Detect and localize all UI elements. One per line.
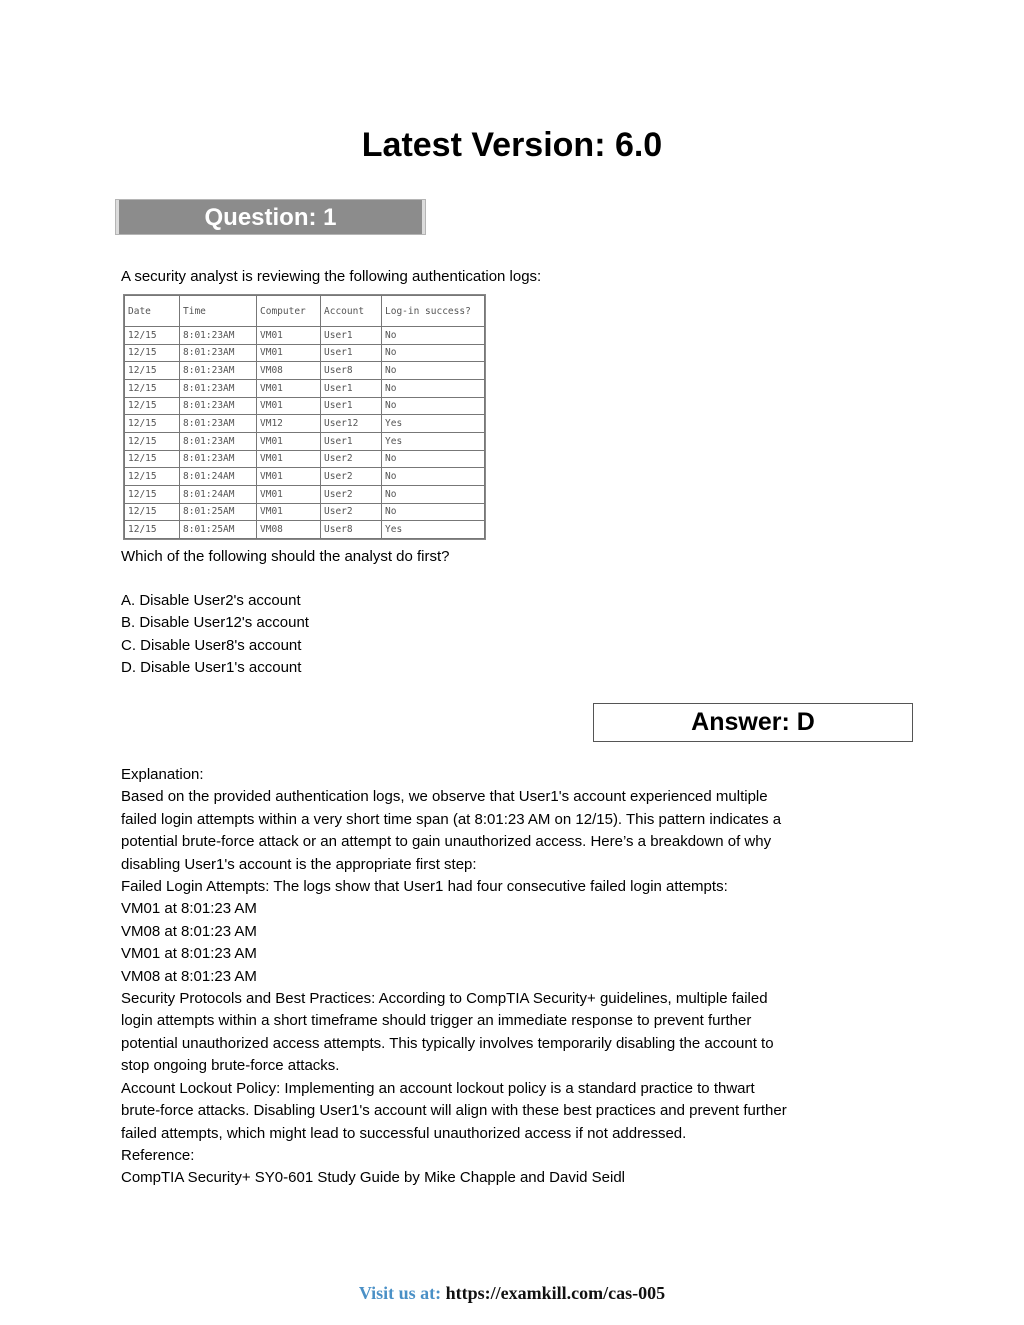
auth-log-row: [125, 450, 485, 468]
auth-log-row: [125, 415, 485, 433]
cell-time: 8:01:24AM: [180, 485, 257, 503]
cell-time: 8:01:23AM: [180, 379, 257, 397]
cell-account: User1: [321, 379, 382, 397]
cell-account: User1: [321, 327, 382, 345]
auth-log-row: [125, 344, 485, 362]
question-prompt: Which of the following should the analyst do first?: [121, 548, 450, 565]
auth-log-row: [125, 379, 485, 397]
cell-date: 12/15: [125, 503, 180, 521]
cell-login-success: No: [382, 344, 485, 362]
cell-computer: VM01: [257, 379, 321, 397]
cell-date: 12/15: [125, 344, 180, 362]
explanation-line: login attempts within a short timeframe should trigger an immediate response to prevent further: [121, 1012, 752, 1030]
cell-login-success: No: [382, 397, 485, 415]
col-login-success-header: Log-in success?: [382, 296, 485, 327]
cell-account: User2: [321, 485, 382, 503]
cell-account: User2: [321, 450, 382, 468]
col-date-header: Date: [125, 296, 180, 327]
auth-log-row: [125, 432, 485, 450]
cell-date: 12/15: [125, 432, 180, 450]
cell-login-success: No: [382, 327, 485, 345]
cell-account: User1: [321, 432, 382, 450]
explanation-line: VM08 at 8:01:23 AM: [121, 967, 257, 985]
cell-login-success: No: [382, 379, 485, 397]
explanation-line: VM01 at 8:01:23 AM: [121, 900, 257, 918]
explanation-line: Reference:: [121, 1146, 195, 1164]
explanation-line: VM01 at 8:01:23 AM: [121, 945, 257, 963]
page-title: Latest Version: 6.0: [361, 126, 663, 164]
cell-time: 8:01:23AM: [180, 415, 257, 433]
cell-account: User2: [321, 503, 382, 521]
auth-log-row: [125, 468, 485, 486]
option-a: A. Disable User2's account: [121, 592, 301, 609]
auth-log-row: [125, 521, 485, 539]
explanation-line: brute-force attacks. Disabling User1's account will align with these best practices and prevent further: [121, 1102, 787, 1120]
cell-date: 12/15: [125, 397, 180, 415]
auth-log-row: [125, 362, 485, 380]
cell-computer: VM01: [257, 344, 321, 362]
explanation-line: failed login attempts within a very short time span (at 8:01:23 AM on 12/15). This pattern indicates a: [121, 810, 782, 828]
cell-date: 12/15: [125, 468, 180, 486]
cell-computer: VM01: [257, 397, 321, 415]
explanation-line: Based on the provided authentication logs, we observe that User1's account experienced multiple: [121, 788, 768, 806]
col-computer-header: Computer: [257, 296, 321, 327]
cell-time: 8:01:24AM: [180, 468, 257, 486]
cell-date: 12/15: [125, 415, 180, 433]
auth-log-row: [125, 485, 485, 503]
cell-computer: VM01: [257, 432, 321, 450]
cell-computer: VM01: [257, 503, 321, 521]
cell-login-success: Yes: [382, 521, 485, 539]
col-account-header: Account: [321, 296, 382, 327]
cell-time: 8:01:23AM: [180, 327, 257, 345]
cell-computer: VM01: [257, 468, 321, 486]
cell-computer: VM01: [257, 327, 321, 345]
explanation-block: [121, 764, 891, 1190]
cell-computer: VM01: [257, 485, 321, 503]
explanation-line: disabling User1's account is the appropriate first step:: [121, 855, 477, 873]
cell-time: 8:01:25AM: [180, 503, 257, 521]
cell-time: 8:01:23AM: [180, 344, 257, 362]
option-b: B. Disable User12's account: [121, 614, 309, 632]
cell-login-success: No: [382, 503, 485, 521]
answer-box: [593, 703, 913, 742]
cell-account: User1: [321, 397, 382, 415]
cell-account: User12: [321, 415, 382, 433]
explanation-line: Failed Login Attempts: The logs show that User1 had four consecutive failed login attempts:: [121, 878, 728, 896]
explanation-line: Account Lockout Policy: Implementing an account lockout policy is a standard practice to thwart: [121, 1079, 755, 1097]
cell-date: 12/15: [125, 362, 180, 380]
cell-account: User8: [321, 521, 382, 539]
explanation-line: potential brute-force attack or an attempt to gain unauthorized access. Here’s a breakdown of why: [121, 833, 772, 851]
cell-date: 12/15: [125, 379, 180, 397]
cell-login-success: No: [382, 362, 485, 380]
cell-account: User2: [321, 468, 382, 486]
cell-login-success: No: [382, 485, 485, 503]
cell-time: 8:01:23AM: [180, 397, 257, 415]
cell-login-success: No: [382, 450, 485, 468]
answer-options: [121, 590, 309, 680]
footer-url[interactable]: https://examkill.com/cas-005: [445, 1283, 666, 1303]
cell-login-success: No: [382, 468, 485, 486]
option-c: C. Disable User8's account: [121, 636, 302, 654]
explanation-line: failed attempts, which might lead to successful unauthorized access if not addressed.: [121, 1124, 687, 1142]
question-label: Question: 1: [204, 204, 337, 231]
cell-time: 8:01:23AM: [180, 432, 257, 450]
cell-computer: VM08: [257, 521, 321, 539]
cell-account: User8: [321, 362, 382, 380]
cell-date: 12/15: [125, 450, 180, 468]
footer: [0, 1283, 1024, 1304]
option-d: D. Disable User1's account: [121, 659, 302, 677]
auth-log-image: [123, 294, 486, 540]
cell-login-success: Yes: [382, 415, 485, 433]
cell-time: 8:01:25AM: [180, 521, 257, 539]
cell-date: 12/15: [125, 521, 180, 539]
auth-log-row: [125, 397, 485, 415]
auth-log-header-row: [125, 296, 485, 327]
explanation-line: CompTIA Security+ SY0-601 Study Guide by Mike Chapple and David Seidl: [121, 1169, 626, 1187]
cell-date: 12/15: [125, 485, 180, 503]
cell-account: User1: [321, 344, 382, 362]
cell-time: 8:01:23AM: [180, 362, 257, 380]
cell-computer: VM12: [257, 415, 321, 433]
explanation-line: Explanation:: [121, 766, 204, 783]
question-banner: [115, 199, 426, 235]
cell-time: 8:01:23AM: [180, 450, 257, 468]
cell-computer: VM01: [257, 450, 321, 468]
auth-log-row: [125, 503, 485, 521]
answer-label: Answer: D: [691, 708, 815, 736]
cell-date: 12/15: [125, 327, 180, 345]
question-intro: A security analyst is reviewing the following authentication logs:: [121, 268, 542, 285]
explanation-line: stop ongoing brute-force attacks.: [121, 1057, 340, 1075]
cell-login-success: Yes: [382, 432, 485, 450]
cell-computer: VM08: [257, 362, 321, 380]
explanation-line: VM08 at 8:01:23 AM: [121, 922, 257, 940]
auth-log-row: [125, 327, 485, 345]
explanation-line: potential unauthorized access attempts. This typically involves temporarily disabling the account to: [121, 1034, 774, 1052]
auth-log-table: [124, 295, 485, 539]
col-time-header: Time: [180, 296, 257, 327]
explanation-line: Security Protocols and Best Practices: According to CompTIA Security+ guidelines, multiple failed: [121, 990, 768, 1008]
footer-visit-label: Visit us at:: [358, 1283, 442, 1303]
auth-log-body: [125, 327, 485, 539]
